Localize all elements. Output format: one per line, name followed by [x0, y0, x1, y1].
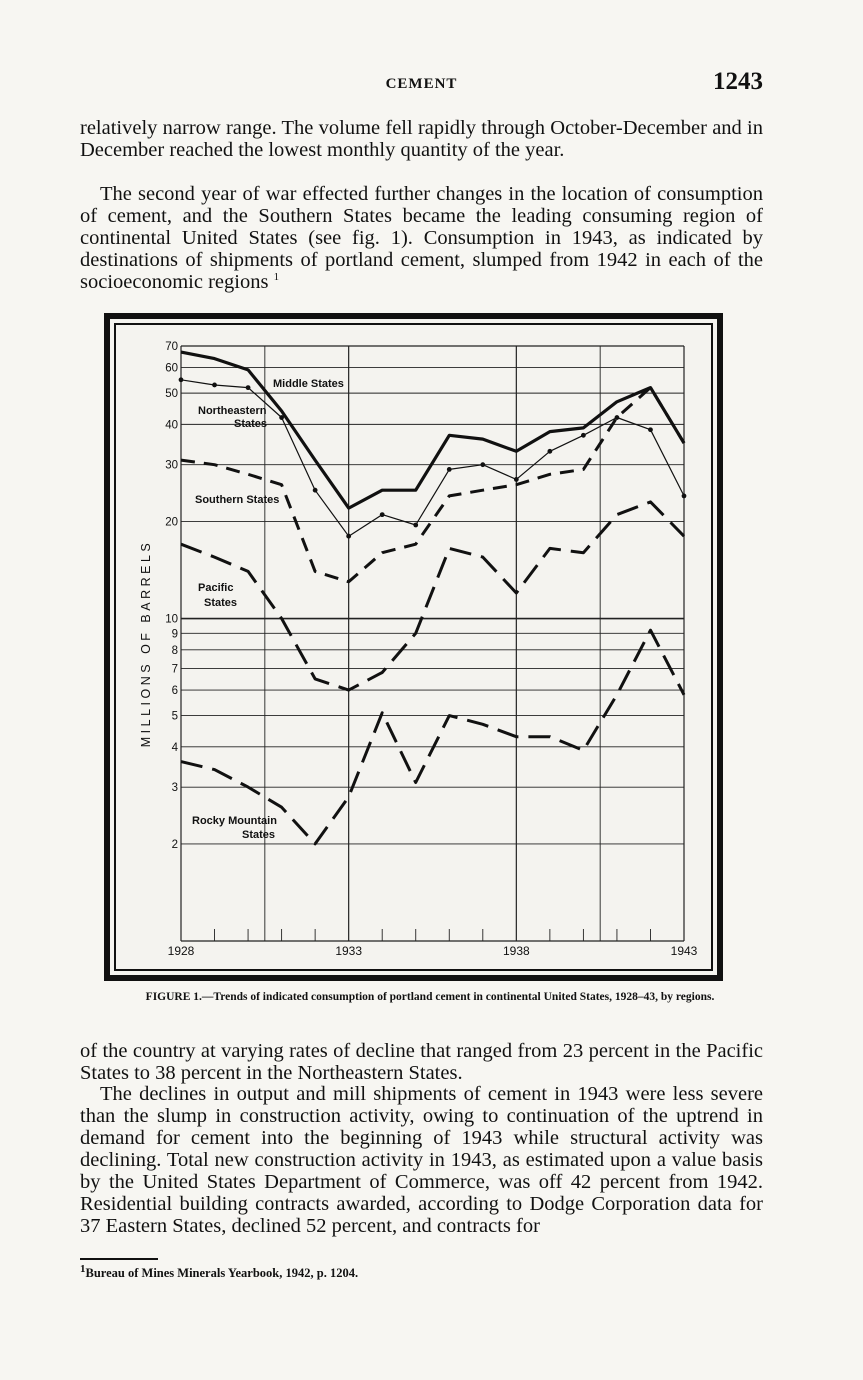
data-point	[246, 385, 251, 390]
y-tick-label: 6	[171, 685, 178, 698]
x-tick-label: 1943	[670, 944, 698, 958]
y-tick-label: 20	[165, 516, 178, 529]
series-label: Middle States	[273, 378, 344, 390]
y-tick-label: 40	[165, 419, 178, 432]
footnote	[80, 1262, 359, 1281]
paragraph-1: relatively narrow range. The volume fell rapidly through October-December and in December reached the lowest monthly quantity of the year.	[80, 117, 763, 161]
data-point	[212, 383, 217, 388]
y-tick-label: 4	[171, 741, 178, 754]
y-tick-label: 9	[171, 628, 178, 641]
y-tick-label: 5	[171, 710, 178, 723]
y-tick-label: 60	[165, 362, 178, 375]
y-tick-label: 7	[171, 663, 178, 676]
data-point	[179, 377, 184, 382]
series-line	[181, 502, 684, 690]
y-tick-label: 10	[165, 613, 178, 626]
data-point	[547, 449, 552, 454]
page-number: 1243	[713, 68, 763, 95]
y-tick-label: 70	[165, 341, 178, 353]
running-head-title: CEMENT	[385, 76, 458, 92]
footnote-reference: 1	[273, 271, 280, 284]
series-label: Pacific	[198, 582, 234, 594]
data-point	[346, 534, 351, 539]
data-point	[279, 415, 284, 420]
series-label: States	[204, 597, 238, 609]
data-point	[581, 433, 586, 438]
y-tick-label: 50	[165, 388, 178, 401]
series-label: States	[242, 829, 276, 841]
data-point	[380, 512, 385, 517]
data-point	[480, 462, 485, 467]
footnote-rule	[80, 1258, 158, 1260]
footnote-mark: 1	[80, 1262, 86, 1275]
series-line	[181, 630, 684, 844]
data-point	[447, 467, 452, 472]
data-point	[682, 494, 687, 499]
footnote-text: Bureau of Mines Minerals Yearbook, 1942, p. 1204.	[85, 1266, 359, 1280]
data-point	[514, 477, 519, 482]
paragraph-2-text: The second year of war effected further changes in the location of consumption of cement, and the Southern States became the leading consuming region of continental United States (see fig. 1). Consumption in 1943, as indicated by destinations of shipments of portland cement, slumped from 1942 in each of the socioeconomic regions	[80, 183, 763, 293]
x-tick-label: 1928	[167, 944, 195, 958]
series-label: Southern States	[195, 494, 280, 506]
series-label: Rocky Mountain	[192, 815, 277, 827]
series-line	[181, 380, 684, 536]
y-tick-label: 30	[165, 459, 178, 472]
paragraph-2	[80, 183, 763, 293]
figure-caption: FIGURE 1.—Trends of indicated consumption of portland cement in continental United States, 1928–43, by regions.	[145, 991, 715, 1003]
x-tick-label: 1933	[335, 944, 363, 958]
data-point	[313, 488, 318, 493]
series-label: States	[234, 418, 268, 430]
running-head	[80, 68, 763, 100]
paragraph-4: The declines in output and mill shipments of cement in 1943 were less severe than the slump in construction activity, owing to continuation of the uptrend in demand for cement into the beginning of 1943 while structural activity was declining. Total new construction activity in 1943, as estimated upon a value basis by the United States Department of Commerce, was off 42 percent from 1942. Residential building contracts awarded, according to Dodge Corporation data for 37 Eastern States, declined 52 percent, and contracts for	[80, 1083, 763, 1237]
data-point	[413, 523, 418, 528]
data-point	[615, 415, 620, 420]
x-tick-label: 1938	[502, 944, 530, 958]
y-tick-label: 3	[171, 782, 178, 795]
data-point	[648, 427, 653, 432]
y-tick-label: 8	[171, 644, 178, 657]
cement-consumption-chart	[110, 319, 717, 975]
y-tick-label: 2	[171, 838, 178, 851]
paragraph-3: of the country at varying rates of decline that ranged from 23 percent in the Pacific States to 38 percent in the Northeastern States.	[80, 1040, 763, 1084]
y-axis-label: MILLIONS OF BARRELS	[139, 539, 153, 748]
chart-frame	[104, 313, 723, 981]
series-label: Northeastern	[198, 405, 267, 417]
